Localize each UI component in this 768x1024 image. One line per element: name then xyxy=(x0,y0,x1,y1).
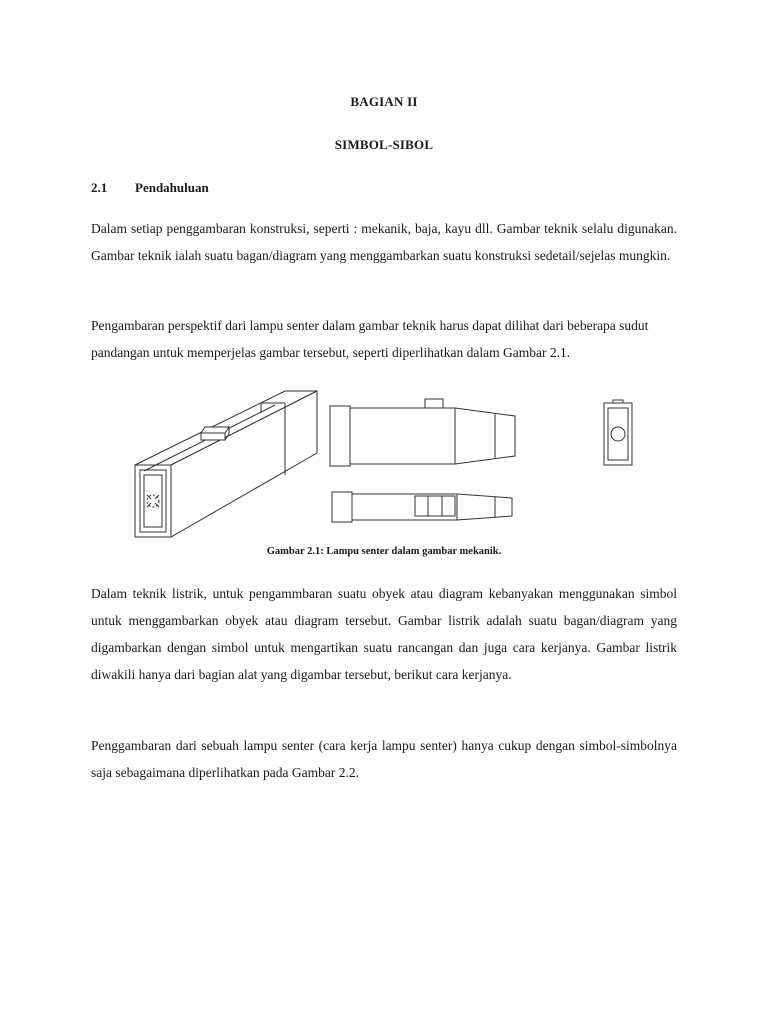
section-heading xyxy=(91,180,209,196)
flashlight-end-view xyxy=(604,400,634,466)
flashlight-side-view xyxy=(330,398,570,468)
chapter-heading: BAGIAN II xyxy=(350,94,418,109)
paragraph-1: Dalam setiap penggambaran konstruksi, seperti : mekanik, baja, kayu dll. Gambar teknik selalu digunakan. Gambar teknik ialah suatu bagan/diagram yang menggambarkan suatu konstruksi sedetail/sejelas mungkin. xyxy=(91,221,677,263)
paragraph-3: Dalam teknik listrik, untuk pengammbaran suatu obyek atau diagram kebanyakan menggunakan simbol untuk menggambarkan obyek atau diagram tersebut. Gambar listrik adalah suatu bagan/diagram yang digambarkan dengan simbol untuk mengartikan suatu rancangan dan juga cara kerjanya. Gambar listrik diwakili hanya dari bagian alat yang digambar tersebut, berikut cara kerjanya. xyxy=(91,586,677,682)
flashlight-top-view xyxy=(332,490,574,526)
chapter-subtitle: SIMBOL-SIBOL xyxy=(334,137,434,152)
paragraph-2: Pengambaran perspektif dari lampu senter dalam gambar teknik harus dapat dilihat dari beberapa sudut pandangan untuk memperjelas gambar tersebut, seperti diperlihatkan dalam Gambar 2.1. xyxy=(91,318,649,360)
flashlight-perspective-drawing xyxy=(135,383,325,543)
figure-caption: Gambar 2.1: Lampu senter dalam gambar mekanik. xyxy=(266,546,502,557)
section-title: Pendahuluan xyxy=(135,180,209,195)
paragraph-4: Penggambaran dari sebuah lampu senter (cara kerja lampu senter) hanya cukup dengan simbol-simbolnya saja sebagaimana diperlihatkan pada Gambar 2.2. xyxy=(91,738,677,780)
section-number: 2.1 xyxy=(91,180,108,195)
